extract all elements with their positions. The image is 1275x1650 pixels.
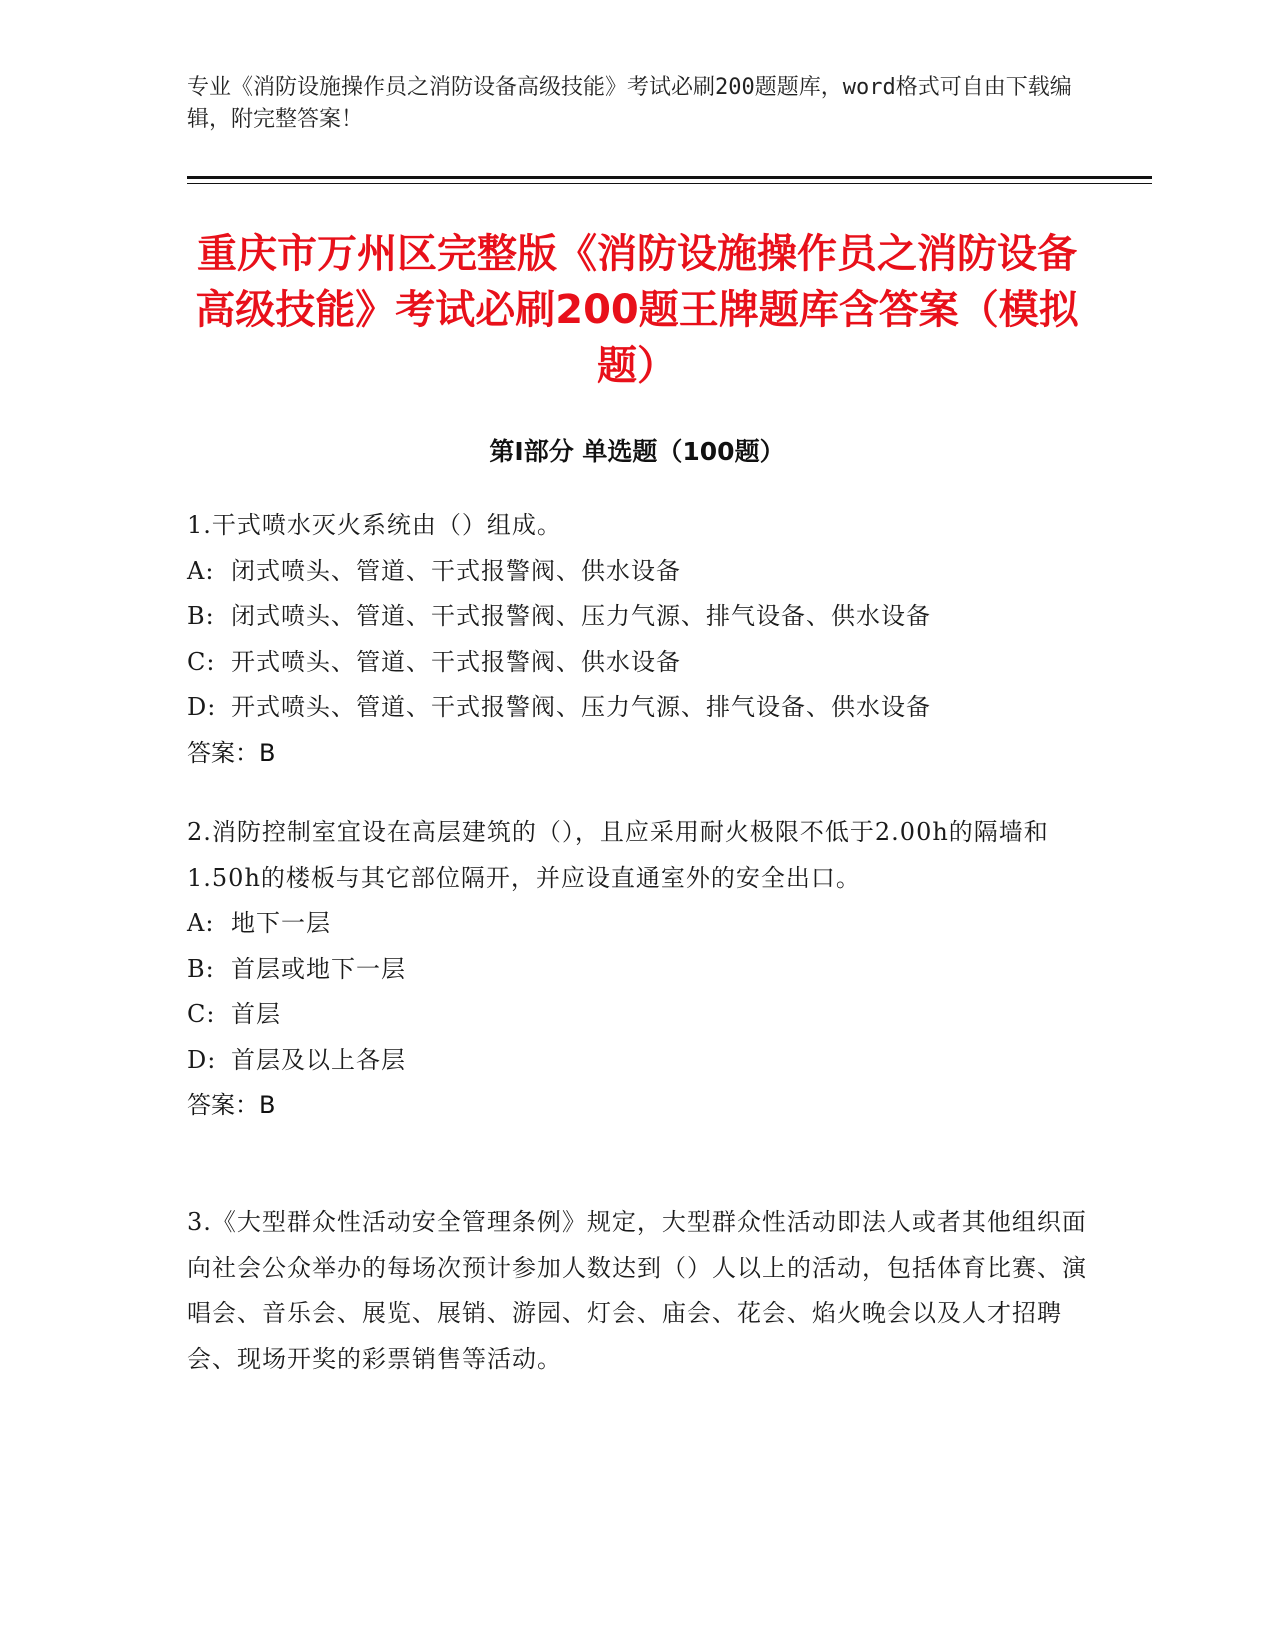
answer-line: 答案：B: [187, 738, 276, 767]
question-text: 2.消防控制室宜设在高层建筑的（），且应采用耐火极限不低于2.00h的隔墙和1.50h的楼板与其它部位隔开，并应设直通室外的安全出口。: [187, 818, 1049, 892]
option-key: D:: [187, 1045, 217, 1074]
header-divider-thick: [187, 176, 1152, 179]
option-b: [187, 594, 1087, 640]
option-a: [187, 901, 1087, 947]
option-text: 首层及以上各层: [231, 1045, 406, 1074]
answer-line: 答案：B: [187, 1091, 276, 1119]
option-a: [187, 549, 1087, 595]
section-title: 第I部分 单选题（100题）: [489, 437, 785, 466]
option-key: C:: [187, 647, 216, 676]
option-key: B:: [187, 602, 215, 630]
option-text: 开式喷头、管道、干式报警阀、供水设备: [231, 647, 681, 676]
header-note: 专业《消防设施操作员之消防设备高级技能》考试必刷200题题库，word格式可自由下载编辑，附完整答案！: [187, 75, 1072, 132]
option-key: D:: [187, 693, 217, 721]
option-text: 闭式喷头、管道、干式报警阀、压力气源、排气设备、供水设备: [231, 602, 931, 630]
option-d: [187, 1038, 1087, 1084]
option-text: 闭式喷头、管道、干式报警阀、供水设备: [231, 556, 681, 585]
option-key: C:: [187, 1000, 216, 1028]
option-c: [187, 992, 1087, 1038]
option-text: 首层或地下一层: [231, 954, 406, 983]
question-1: [187, 503, 1087, 776]
option-text: 开式喷头、管道、干式报警阀、压力气源、排气设备、供水设备: [231, 693, 931, 721]
option-c: [187, 640, 1087, 686]
option-key: B:: [187, 954, 215, 983]
document-title: 重庆市万州区完整版《消防设施操作员之消防设备高级技能》考试必刷200题王牌题库含答案（模拟题）: [195, 231, 1079, 389]
option-key: A:: [187, 556, 215, 585]
option-d: [187, 685, 1087, 731]
question-text: 3.《大型群众性活动安全管理条例》规定，大型群众性活动即法人或者其他组织面向社会公众举办的每场次预计参加人数达到（）人以上的活动，包括体育比赛、演唱会、音乐会、展览、展销、游园、灯会、庙会、花会、焰火晚会以及人才招聘会、现场开奖的彩票销售等活动。: [187, 1208, 1087, 1373]
header-divider-thin: [187, 183, 1152, 184]
option-text: 首层: [231, 1000, 281, 1028]
question-2: [187, 810, 1087, 1129]
question-3: [187, 1200, 1087, 1382]
question-text: 1.干式喷水灭火系统由（）组成。: [187, 511, 562, 539]
option-b: [187, 947, 1087, 993]
option-text: 地下一层: [231, 909, 331, 937]
option-key: A:: [187, 909, 215, 937]
